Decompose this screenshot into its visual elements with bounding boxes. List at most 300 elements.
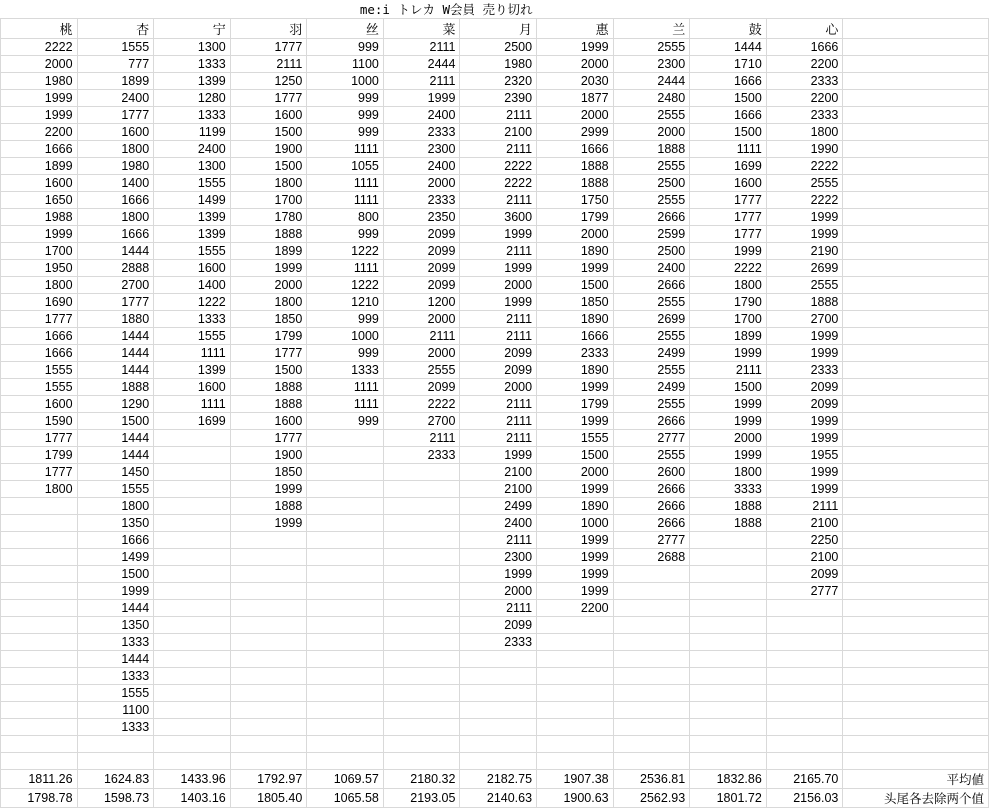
empty-cell[interactable] xyxy=(690,651,767,668)
data-cell[interactable]: 2111 xyxy=(230,56,307,73)
data-cell[interactable]: 1999 xyxy=(690,396,767,413)
data-cell[interactable]: 2099 xyxy=(383,260,460,277)
data-cell[interactable]: 2300 xyxy=(460,549,537,566)
average-value[interactable]: 1907.38 xyxy=(537,770,614,789)
empty-cell[interactable] xyxy=(383,498,460,515)
empty-cell[interactable] xyxy=(307,464,384,481)
data-cell[interactable]: 2000 xyxy=(537,56,614,73)
data-cell[interactable]: 1877 xyxy=(537,90,614,107)
data-cell[interactable]: 2111 xyxy=(690,362,767,379)
trimmed-average-label[interactable]: 头尾各去除两个值 xyxy=(843,789,989,808)
data-cell[interactable]: 1899 xyxy=(77,73,154,90)
empty-cell[interactable] xyxy=(843,39,989,56)
empty-cell[interactable] xyxy=(537,617,614,634)
data-cell[interactable]: 2222 xyxy=(383,396,460,413)
empty-cell[interactable] xyxy=(843,396,989,413)
empty-cell[interactable] xyxy=(843,600,989,617)
empty-cell[interactable] xyxy=(154,532,231,549)
empty-cell[interactable] xyxy=(383,617,460,634)
data-cell[interactable]: 1890 xyxy=(537,362,614,379)
data-cell[interactable]: 1890 xyxy=(537,498,614,515)
data-cell[interactable]: 1000 xyxy=(307,73,384,90)
empty-cell[interactable] xyxy=(154,498,231,515)
data-cell[interactable]: 2333 xyxy=(460,634,537,651)
data-cell[interactable]: 2111 xyxy=(460,600,537,617)
data-cell[interactable]: 2333 xyxy=(383,192,460,209)
empty-cell[interactable] xyxy=(766,634,843,651)
empty-cell[interactable] xyxy=(230,600,307,617)
data-cell[interactable]: 1777 xyxy=(230,345,307,362)
data-cell[interactable]: 2000 xyxy=(537,464,614,481)
empty-cell[interactable] xyxy=(230,753,307,770)
data-cell[interactable]: 1990 xyxy=(766,141,843,158)
data-cell[interactable]: 1800 xyxy=(77,209,154,226)
empty-cell[interactable] xyxy=(613,736,690,753)
data-cell[interactable]: 2111 xyxy=(383,39,460,56)
data-cell[interactable]: 1399 xyxy=(154,226,231,243)
data-cell[interactable]: 2099 xyxy=(460,362,537,379)
empty-cell[interactable] xyxy=(154,464,231,481)
data-cell[interactable]: 1950 xyxy=(1,260,78,277)
data-cell[interactable]: 1999 xyxy=(77,583,154,600)
data-cell[interactable]: 1777 xyxy=(1,464,78,481)
empty-cell[interactable] xyxy=(613,651,690,668)
empty-cell[interactable] xyxy=(1,515,78,532)
average-value[interactable]: 2165.70 xyxy=(766,770,843,789)
data-cell[interactable]: 1600 xyxy=(690,175,767,192)
data-cell[interactable]: 1999 xyxy=(537,566,614,583)
data-cell[interactable]: 1600 xyxy=(1,175,78,192)
empty-cell[interactable] xyxy=(766,600,843,617)
data-cell[interactable]: 1444 xyxy=(77,328,154,345)
empty-cell[interactable] xyxy=(307,736,384,753)
data-cell[interactable]: 2099 xyxy=(383,277,460,294)
empty-cell[interactable] xyxy=(154,617,231,634)
data-cell[interactable]: 1799 xyxy=(537,396,614,413)
empty-cell[interactable] xyxy=(154,447,231,464)
empty-cell[interactable] xyxy=(766,753,843,770)
data-cell[interactable]: 2400 xyxy=(383,158,460,175)
data-cell[interactable]: 2099 xyxy=(383,379,460,396)
data-cell[interactable]: 777 xyxy=(77,56,154,73)
data-cell[interactable]: 1999 xyxy=(460,447,537,464)
data-cell[interactable]: 1111 xyxy=(154,396,231,413)
empty-cell[interactable] xyxy=(766,617,843,634)
empty-cell[interactable] xyxy=(383,464,460,481)
data-cell[interactable]: 999 xyxy=(307,107,384,124)
data-cell[interactable]: 2222 xyxy=(766,158,843,175)
data-cell[interactable]: 1210 xyxy=(307,294,384,311)
data-cell[interactable]: 2099 xyxy=(766,379,843,396)
data-cell[interactable]: 2390 xyxy=(460,90,537,107)
data-cell[interactable]: 2200 xyxy=(537,600,614,617)
data-cell[interactable]: 1888 xyxy=(230,498,307,515)
data-cell[interactable]: 1888 xyxy=(537,175,614,192)
empty-cell[interactable] xyxy=(307,651,384,668)
data-cell[interactable]: 1988 xyxy=(1,209,78,226)
trimmed-average-value[interactable]: 1598.73 xyxy=(77,789,154,808)
data-cell[interactable]: 2111 xyxy=(460,107,537,124)
data-cell[interactable]: 1699 xyxy=(690,158,767,175)
data-cell[interactable]: 1900 xyxy=(230,141,307,158)
data-cell[interactable]: 1500 xyxy=(690,90,767,107)
data-cell[interactable]: 2666 xyxy=(613,481,690,498)
data-cell[interactable]: 1690 xyxy=(1,294,78,311)
empty-cell[interactable] xyxy=(843,668,989,685)
data-cell[interactable]: 2111 xyxy=(460,243,537,260)
empty-cell[interactable] xyxy=(383,566,460,583)
data-cell[interactable]: 1555 xyxy=(537,430,614,447)
empty-cell[interactable] xyxy=(843,702,989,719)
data-cell[interactable]: 1555 xyxy=(1,362,78,379)
data-cell[interactable]: 2250 xyxy=(766,532,843,549)
empty-cell[interactable] xyxy=(383,515,460,532)
data-cell[interactable]: 2666 xyxy=(613,413,690,430)
data-cell[interactable]: 1500 xyxy=(230,362,307,379)
data-cell[interactable]: 1850 xyxy=(537,294,614,311)
empty-cell[interactable] xyxy=(613,617,690,634)
data-cell[interactable]: 999 xyxy=(307,345,384,362)
data-cell[interactable]: 1999 xyxy=(1,107,78,124)
data-cell[interactable]: 2499 xyxy=(613,379,690,396)
empty-cell[interactable] xyxy=(460,685,537,702)
data-cell[interactable]: 999 xyxy=(307,90,384,107)
data-cell[interactable]: 1333 xyxy=(154,107,231,124)
data-cell[interactable]: 2555 xyxy=(613,192,690,209)
empty-cell[interactable] xyxy=(154,651,231,668)
empty-cell[interactable] xyxy=(460,702,537,719)
data-cell[interactable]: 1700 xyxy=(230,192,307,209)
data-cell[interactable]: 1999 xyxy=(537,481,614,498)
empty-cell[interactable] xyxy=(230,532,307,549)
data-cell[interactable]: 2111 xyxy=(460,396,537,413)
average-value[interactable]: 1792.97 xyxy=(230,770,307,789)
data-cell[interactable]: 2699 xyxy=(613,311,690,328)
data-cell[interactable]: 1800 xyxy=(230,294,307,311)
data-cell[interactable]: 1900 xyxy=(230,447,307,464)
data-cell[interactable]: 2400 xyxy=(613,260,690,277)
empty-cell[interactable] xyxy=(1,566,78,583)
data-cell[interactable]: 1444 xyxy=(77,600,154,617)
data-cell[interactable]: 1666 xyxy=(1,141,78,158)
data-cell[interactable]: 1850 xyxy=(230,311,307,328)
data-cell[interactable]: 800 xyxy=(307,209,384,226)
empty-cell[interactable] xyxy=(843,362,989,379)
data-cell[interactable]: 2350 xyxy=(383,209,460,226)
data-cell[interactable]: 2666 xyxy=(613,209,690,226)
trimmed-average-value[interactable]: 2193.05 xyxy=(383,789,460,808)
data-cell[interactable]: 2111 xyxy=(460,328,537,345)
empty-cell[interactable] xyxy=(1,583,78,600)
empty-cell[interactable] xyxy=(383,719,460,736)
data-cell[interactable]: 1399 xyxy=(154,362,231,379)
data-cell[interactable]: 2000 xyxy=(460,379,537,396)
empty-cell[interactable] xyxy=(230,685,307,702)
empty-cell[interactable] xyxy=(537,634,614,651)
empty-cell[interactable] xyxy=(1,600,78,617)
data-cell[interactable]: 3333 xyxy=(690,481,767,498)
data-cell[interactable]: 2222 xyxy=(766,192,843,209)
data-cell[interactable]: 2555 xyxy=(613,107,690,124)
data-cell[interactable]: 1888 xyxy=(690,515,767,532)
data-cell[interactable]: 1790 xyxy=(690,294,767,311)
data-cell[interactable]: 2111 xyxy=(460,532,537,549)
empty-cell[interactable] xyxy=(613,634,690,651)
data-cell[interactable]: 1800 xyxy=(77,498,154,515)
data-cell[interactable]: 1555 xyxy=(1,379,78,396)
trimmed-average-value[interactable]: 1900.63 xyxy=(537,789,614,808)
data-cell[interactable]: 2111 xyxy=(383,328,460,345)
data-cell[interactable]: 2000 xyxy=(613,124,690,141)
empty-cell[interactable] xyxy=(843,481,989,498)
empty-cell[interactable] xyxy=(307,583,384,600)
data-cell[interactable]: 1666 xyxy=(77,192,154,209)
trimmed-average-value[interactable]: 2140.63 xyxy=(460,789,537,808)
data-cell[interactable]: 1899 xyxy=(690,328,767,345)
data-cell[interactable]: 2555 xyxy=(766,175,843,192)
empty-cell[interactable] xyxy=(843,736,989,753)
data-cell[interactable]: 2000 xyxy=(383,345,460,362)
data-cell[interactable]: 1777 xyxy=(230,90,307,107)
data-cell[interactable]: 1111 xyxy=(307,141,384,158)
data-cell[interactable]: 2666 xyxy=(613,498,690,515)
empty-cell[interactable] xyxy=(843,719,989,736)
empty-cell[interactable] xyxy=(383,634,460,651)
data-cell[interactable]: 999 xyxy=(307,413,384,430)
empty-cell[interactable] xyxy=(843,209,989,226)
data-cell[interactable]: 1955 xyxy=(766,447,843,464)
data-cell[interactable]: 2444 xyxy=(383,56,460,73)
empty-cell[interactable] xyxy=(766,736,843,753)
data-cell[interactable]: 2333 xyxy=(383,447,460,464)
trimmed-average-value[interactable]: 1805.40 xyxy=(230,789,307,808)
data-cell[interactable]: 1999 xyxy=(766,226,843,243)
data-cell[interactable]: 1750 xyxy=(537,192,614,209)
data-cell[interactable]: 2000 xyxy=(383,311,460,328)
data-cell[interactable]: 1999 xyxy=(460,566,537,583)
empty-cell[interactable] xyxy=(690,634,767,651)
data-cell[interactable]: 1444 xyxy=(77,345,154,362)
data-cell[interactable]: 1199 xyxy=(154,124,231,141)
empty-cell[interactable] xyxy=(460,668,537,685)
data-cell[interactable]: 1111 xyxy=(690,141,767,158)
data-cell[interactable]: 1500 xyxy=(230,158,307,175)
data-cell[interactable]: 2777 xyxy=(613,532,690,549)
data-cell[interactable]: 1444 xyxy=(77,651,154,668)
empty-cell[interactable] xyxy=(843,345,989,362)
data-cell[interactable]: 1999 xyxy=(537,379,614,396)
empty-cell[interactable] xyxy=(843,634,989,651)
data-cell[interactable]: 2099 xyxy=(460,617,537,634)
data-cell[interactable]: 2100 xyxy=(460,124,537,141)
data-cell[interactable]: 1555 xyxy=(154,175,231,192)
empty-cell[interactable] xyxy=(383,549,460,566)
empty-cell[interactable] xyxy=(307,668,384,685)
empty-cell[interactable] xyxy=(843,651,989,668)
data-cell[interactable]: 1888 xyxy=(690,498,767,515)
data-cell[interactable]: 2555 xyxy=(766,277,843,294)
data-cell[interactable]: 1999 xyxy=(230,515,307,532)
data-cell[interactable]: 1111 xyxy=(154,345,231,362)
empty-cell[interactable] xyxy=(154,583,231,600)
empty-cell[interactable] xyxy=(307,498,384,515)
data-cell[interactable]: 1799 xyxy=(230,328,307,345)
data-cell[interactable]: 1850 xyxy=(230,464,307,481)
empty-cell[interactable] xyxy=(1,498,78,515)
data-cell[interactable]: 2000 xyxy=(460,583,537,600)
empty-cell[interactable] xyxy=(154,566,231,583)
data-cell[interactable]: 2222 xyxy=(690,260,767,277)
empty-cell[interactable] xyxy=(843,311,989,328)
data-cell[interactable]: 1999 xyxy=(537,549,614,566)
trimmed-average-value[interactable]: 2562.93 xyxy=(613,789,690,808)
empty-cell[interactable] xyxy=(843,73,989,90)
data-cell[interactable]: 1222 xyxy=(307,277,384,294)
empty-cell[interactable] xyxy=(690,702,767,719)
data-cell[interactable]: 2222 xyxy=(460,158,537,175)
empty-cell[interactable] xyxy=(230,719,307,736)
empty-cell[interactable] xyxy=(460,753,537,770)
empty-cell[interactable] xyxy=(766,668,843,685)
empty-cell[interactable] xyxy=(843,515,989,532)
empty-cell[interactable] xyxy=(843,447,989,464)
data-cell[interactable]: 1555 xyxy=(154,243,231,260)
empty-cell[interactable] xyxy=(1,685,78,702)
data-cell[interactable]: 1399 xyxy=(154,73,231,90)
empty-cell[interactable] xyxy=(154,549,231,566)
data-cell[interactable]: 2222 xyxy=(1,39,78,56)
empty-cell[interactable] xyxy=(843,549,989,566)
empty-cell[interactable] xyxy=(460,719,537,736)
data-cell[interactable]: 2099 xyxy=(460,345,537,362)
data-cell[interactable]: 1333 xyxy=(154,311,231,328)
average-value[interactable]: 1433.96 xyxy=(154,770,231,789)
data-cell[interactable]: 1333 xyxy=(77,668,154,685)
data-cell[interactable]: 2700 xyxy=(766,311,843,328)
data-cell[interactable]: 2111 xyxy=(766,498,843,515)
data-cell[interactable]: 1800 xyxy=(77,141,154,158)
empty-cell[interactable] xyxy=(843,175,989,192)
data-cell[interactable]: 2100 xyxy=(766,549,843,566)
average-value[interactable]: 2536.81 xyxy=(613,770,690,789)
empty-cell[interactable] xyxy=(537,719,614,736)
data-cell[interactable]: 1111 xyxy=(307,396,384,413)
empty-cell[interactable] xyxy=(843,413,989,430)
empty-cell[interactable] xyxy=(843,226,989,243)
empty-cell[interactable] xyxy=(1,651,78,668)
data-cell[interactable]: 1333 xyxy=(77,719,154,736)
empty-cell[interactable] xyxy=(843,192,989,209)
trimmed-average-value[interactable]: 1065.58 xyxy=(307,789,384,808)
data-cell[interactable]: 2000 xyxy=(537,107,614,124)
empty-cell[interactable] xyxy=(843,141,989,158)
data-cell[interactable]: 1555 xyxy=(77,39,154,56)
empty-cell[interactable] xyxy=(613,753,690,770)
data-cell[interactable]: 1500 xyxy=(77,413,154,430)
empty-cell[interactable] xyxy=(537,651,614,668)
empty-cell[interactable] xyxy=(690,566,767,583)
empty-cell[interactable] xyxy=(1,753,78,770)
empty-cell[interactable] xyxy=(843,56,989,73)
data-cell[interactable]: 1222 xyxy=(307,243,384,260)
data-cell[interactable]: 2030 xyxy=(537,73,614,90)
data-cell[interactable]: 1666 xyxy=(1,345,78,362)
empty-cell[interactable] xyxy=(154,668,231,685)
data-cell[interactable]: 1999 xyxy=(690,447,767,464)
data-cell[interactable]: 1899 xyxy=(230,243,307,260)
data-cell[interactable]: 1999 xyxy=(537,260,614,277)
data-cell[interactable]: 2111 xyxy=(383,73,460,90)
data-cell[interactable]: 1890 xyxy=(537,311,614,328)
empty-cell[interactable] xyxy=(307,481,384,498)
data-cell[interactable]: 999 xyxy=(307,39,384,56)
empty-cell[interactable] xyxy=(307,685,384,702)
data-cell[interactable]: 2400 xyxy=(460,515,537,532)
data-cell[interactable]: 2000 xyxy=(460,277,537,294)
data-cell[interactable]: 1500 xyxy=(537,277,614,294)
empty-cell[interactable] xyxy=(383,532,460,549)
data-cell[interactable]: 1888 xyxy=(77,379,154,396)
data-cell[interactable]: 1333 xyxy=(77,634,154,651)
empty-cell[interactable] xyxy=(843,158,989,175)
data-cell[interactable]: 2666 xyxy=(613,277,690,294)
data-cell[interactable]: 2500 xyxy=(613,175,690,192)
data-cell[interactable]: 2555 xyxy=(383,362,460,379)
empty-cell[interactable] xyxy=(154,685,231,702)
trimmed-average-value[interactable]: 1801.72 xyxy=(690,789,767,808)
empty-cell[interactable] xyxy=(843,430,989,447)
data-cell[interactable]: 2000 xyxy=(230,277,307,294)
empty-cell[interactable] xyxy=(537,668,614,685)
data-cell[interactable]: 1444 xyxy=(77,430,154,447)
data-cell[interactable]: 1800 xyxy=(690,277,767,294)
data-cell[interactable]: 1111 xyxy=(307,192,384,209)
data-cell[interactable]: 2480 xyxy=(613,90,690,107)
empty-cell[interactable] xyxy=(1,702,78,719)
data-cell[interactable]: 2000 xyxy=(690,430,767,447)
data-cell[interactable]: 1699 xyxy=(154,413,231,430)
data-cell[interactable]: 1777 xyxy=(77,294,154,311)
data-cell[interactable]: 1600 xyxy=(154,379,231,396)
empty-cell[interactable] xyxy=(1,532,78,549)
data-cell[interactable]: 1250 xyxy=(230,73,307,90)
empty-cell[interactable] xyxy=(843,90,989,107)
data-cell[interactable]: 1666 xyxy=(77,226,154,243)
empty-cell[interactable] xyxy=(307,634,384,651)
empty-cell[interactable] xyxy=(843,124,989,141)
data-cell[interactable]: 1600 xyxy=(1,396,78,413)
data-cell[interactable]: 1500 xyxy=(690,379,767,396)
data-cell[interactable]: 1500 xyxy=(230,124,307,141)
data-cell[interactable]: 2499 xyxy=(613,345,690,362)
empty-cell[interactable] xyxy=(307,617,384,634)
average-value[interactable]: 2182.75 xyxy=(460,770,537,789)
data-cell[interactable]: 3600 xyxy=(460,209,537,226)
data-cell[interactable]: 2190 xyxy=(766,243,843,260)
data-cell[interactable]: 2300 xyxy=(613,56,690,73)
empty-cell[interactable] xyxy=(843,294,989,311)
data-cell[interactable]: 2333 xyxy=(766,362,843,379)
data-cell[interactable]: 1444 xyxy=(690,39,767,56)
data-cell[interactable]: 1499 xyxy=(154,192,231,209)
data-cell[interactable]: 1450 xyxy=(77,464,154,481)
data-cell[interactable]: 2444 xyxy=(613,73,690,90)
empty-cell[interactable] xyxy=(77,736,154,753)
empty-cell[interactable] xyxy=(537,736,614,753)
data-cell[interactable]: 2400 xyxy=(383,107,460,124)
data-cell[interactable]: 1999 xyxy=(460,226,537,243)
data-cell[interactable]: 1777 xyxy=(230,39,307,56)
